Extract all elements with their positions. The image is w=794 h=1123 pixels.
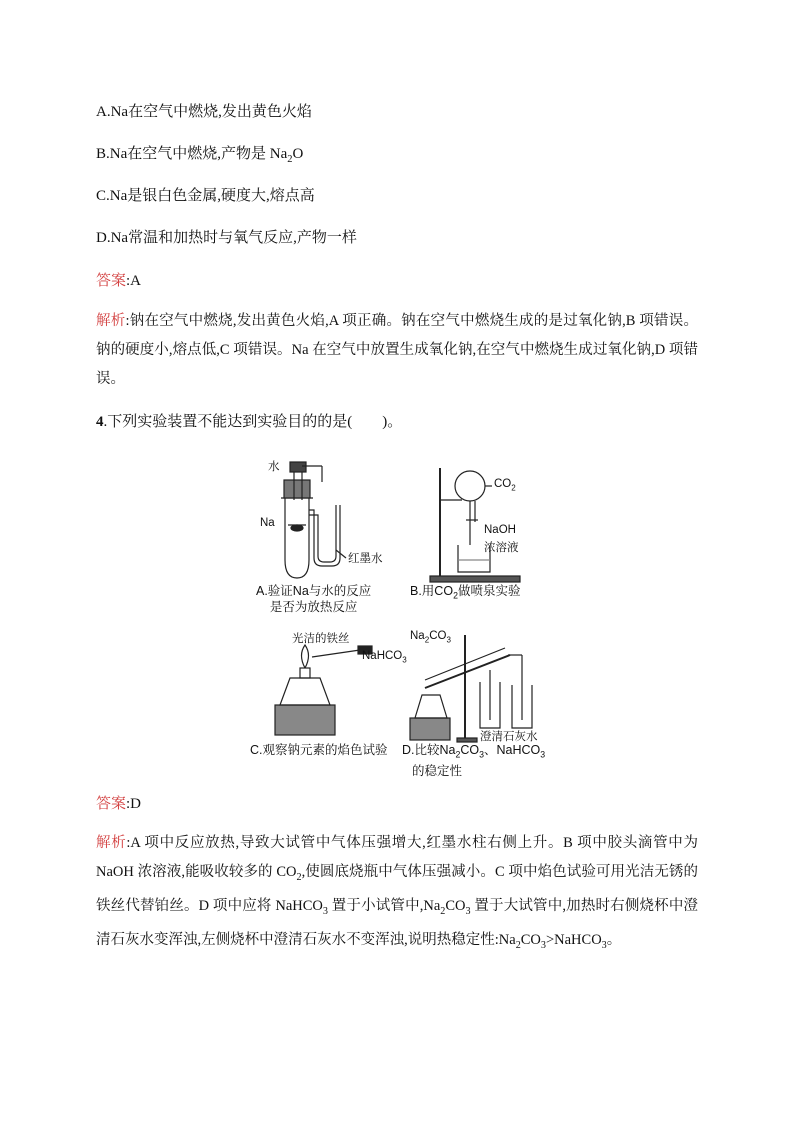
q3-analysis: 解析:钠在空气中燃烧,发出黄色火焰,A 项正确。钠在空气中燃烧生成的是过氧化钠,B 项错误。钠的硬度小,熔点低,C 项错误。Na 在空气中放置生成氧化钠,在空气中燃烧生成过氧化钠,D 项错误。 [96, 313, 698, 387]
label-na2co3: $Na_2CO_3$ [410, 630, 451, 645]
label-concentrated-solution: 浓溶液 [484, 542, 519, 554]
apparatus-a [281, 462, 346, 578]
label-naoh: NaOH [484, 524, 516, 536]
apparatus-c [275, 645, 372, 735]
label-water: 水 [268, 461, 280, 473]
option-d: D.Na常温和加热时与氧气反应,产物一样 [96, 230, 357, 246]
q4-analysis: 解析:A 项中反应放热,导致大试管中气体压强增大,红墨水柱右侧上升。B 项中胶头滴管中为 NaOH 浓溶液,能吸收较多的 $CO_2$,使圆底烧瓶中气体压强减小。C 项中焰色试验可用光洁无锈的铁丝代替铂丝。D 项中应将 NaHCO$_3$ 置于小试管中$,Na_2CO_3$ 置于大试管中,加热时右侧烧杯中澄清石灰水变浑浊,左侧烧杯中澄清石灰水不变浑浊,说明热稳定性$:Na_2CO_3>NaHCO_3$。 [96, 835, 699, 951]
option-c: C.Na是银白色金属,硬度大,熔点高 [96, 188, 315, 204]
label-na: Na [260, 517, 275, 529]
label-red-ink: 红墨水 [348, 553, 383, 565]
option-a: A.Na在空气中燃烧,发出黄色火焰 [96, 104, 312, 120]
caption-a: A.验证Na与水的反应 是否为放热反应 [256, 584, 372, 614]
label-co2: $CO_2$ [494, 478, 516, 493]
caption-c: C.观察钠元素的焰色试验 [250, 743, 388, 757]
label-nahco3: NaHCO$_3$ [362, 650, 407, 665]
label-iron-wire: 光洁的铁丝 [292, 633, 350, 645]
question-4-stem: 4.下列实验装置不能达到实验目的的是( )。 [96, 414, 403, 430]
q4-answer: 答案:D [96, 796, 142, 812]
caption-d: D.比较$Na_2CO_3$、NaHCO$_3$ 的稳定性 [402, 743, 546, 778]
q3-answer: 答案:A [96, 273, 142, 289]
apparatus-figure [250, 450, 570, 780]
apparatus-d [410, 635, 532, 742]
label-limewater: 澄清石灰水 [480, 731, 538, 743]
option-b: B.Na在空气中燃烧,产物是 $Na_2O$ [96, 146, 304, 165]
caption-b: B.用$CO_2$做喷泉实验 [410, 584, 521, 601]
